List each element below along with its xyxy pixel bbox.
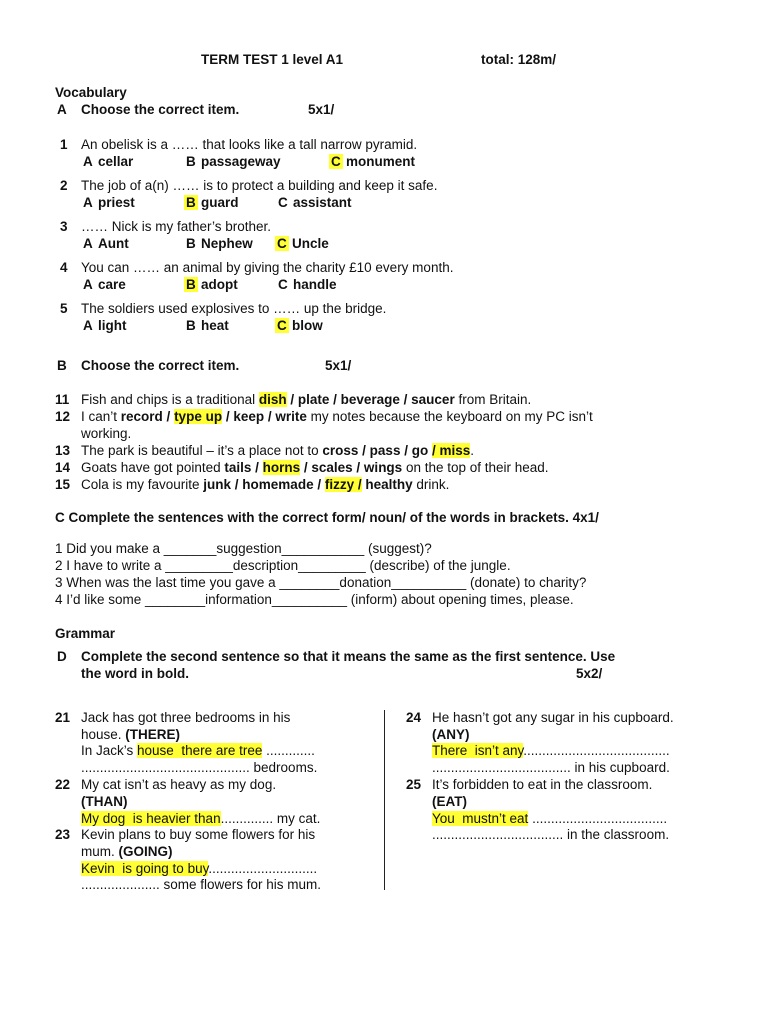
text-segment: drink. (412, 477, 450, 492)
grammar-line (81, 794, 128, 809)
section-c-line: 4 I’d like some ________information__________ (inform) about opening times, please. (55, 592, 574, 607)
question-number: 1 (60, 137, 68, 152)
option-word: priest (98, 195, 135, 210)
text-segment: working. (81, 426, 132, 441)
text-segment: ............................................. bedrooms. (81, 760, 318, 775)
grammar-line (81, 777, 276, 792)
option-word: assistant (293, 195, 352, 210)
grammar-line (81, 743, 315, 758)
section-c-line: 2 I have to write a _________description_________ (describe) of the jungle. (55, 558, 511, 573)
highlighted-answer: house there are tree (137, 743, 263, 758)
test-title: TERM TEST 1 level A1 (201, 52, 344, 67)
option-letter: B (186, 277, 196, 292)
grammar-line (81, 727, 180, 742)
text-segment: healthy (361, 477, 413, 492)
highlighted-answer: Kevin is going to buy (81, 861, 209, 876)
option-letter: A (83, 154, 93, 169)
option-letter: C (277, 318, 287, 333)
option-letter: B (186, 154, 196, 169)
option-letter: B (186, 195, 196, 210)
text-segment: I can’t (81, 409, 121, 424)
section-a-letter: A (57, 102, 67, 117)
section-d-letter: D (57, 649, 67, 664)
text-segment: / plate / beverage / saucer (286, 392, 455, 407)
grammar-question-number: 24 (406, 710, 422, 725)
option-letter: A (83, 318, 93, 333)
text-segment: mum. (81, 844, 119, 859)
text-segment: He hasn’t got any sugar in his cupboard. (432, 710, 674, 725)
text-segment: Goats have got pointed (81, 460, 225, 475)
grammar-line (81, 827, 315, 842)
grammar-line (81, 710, 290, 725)
question-text: The job of a(n) …… is to protect a building and keep it safe. (81, 178, 438, 193)
option-word: cellar (98, 154, 134, 169)
item-sentence (81, 392, 531, 407)
section-d-marks: 5x2/ (576, 666, 603, 681)
column-divider (384, 710, 385, 890)
grammar-line (432, 794, 467, 809)
item-number: 13 (55, 443, 71, 458)
item-sentence (81, 426, 131, 441)
question-text: …… Nick is my father’s brother. (81, 219, 272, 234)
highlighted-answer: dish (258, 392, 287, 407)
grammar-question-number: 22 (55, 777, 71, 792)
question-text: An obelisk is a …… that looks like a tall narrow pyramid. (81, 137, 418, 152)
option-word: blow (292, 318, 323, 333)
text-segment: Kevin plans to buy some flowers for his (81, 827, 316, 842)
grammar-line (432, 760, 670, 775)
text-segment: ..................... some flowers for his mum. (81, 877, 322, 892)
text-segment: my notes because the keyboard on my PC isn’t (306, 409, 593, 424)
text-segment: Jack has got three bedrooms in his (81, 710, 291, 725)
section-b-instruction: Choose the correct item. (81, 358, 240, 373)
text-segment: junk / homemade / (203, 477, 325, 492)
text-segment: (GOING) (118, 844, 173, 859)
highlighted-answer: You mustn’t eat (432, 811, 529, 826)
text-segment: (THAN) (81, 794, 128, 809)
grammar-line (81, 877, 321, 892)
option-word: monument (346, 154, 415, 169)
section-c-line: 1 Did you make a _______suggestion___________ (suggest)? (55, 541, 432, 556)
item-sentence (81, 460, 549, 475)
option-letter: B (186, 318, 196, 333)
section-d-instruction-line1: Complete the second sentence so that it means the same as the first sentence. Use (81, 649, 616, 664)
text-segment: record / (120, 409, 175, 424)
text-segment: My cat isn’t as heavy as my dog. (81, 777, 277, 792)
option-letter: A (83, 236, 93, 251)
text-segment: ................................... in the classroom. (432, 827, 670, 842)
option-word: Aunt (98, 236, 129, 251)
text-segment: ..................................... in his cupboard. (432, 760, 670, 775)
highlighted-answer: horns (262, 460, 301, 475)
text-segment: It’s forbidden to eat in the classroom. (432, 777, 653, 792)
highlighted-answer: There isn’t any (432, 743, 524, 758)
text-segment: .................................... (528, 811, 668, 826)
option-letter: C (278, 277, 288, 292)
grammar-heading: Grammar (55, 626, 116, 641)
text-segment: (ANY) (432, 727, 470, 742)
item-sentence (81, 409, 593, 424)
option-word: heat (201, 318, 229, 333)
highlighted-answer: type up (174, 409, 223, 424)
item-sentence (81, 477, 449, 492)
text-segment: cross / pass / go (322, 443, 432, 458)
grammar-question-number: 25 (406, 777, 422, 792)
option-letter: C (278, 195, 288, 210)
text-segment: ....................................... (523, 743, 670, 758)
text-segment: house. (81, 727, 126, 742)
text-segment: Fish and chips is a traditional (81, 392, 259, 407)
option-letter: A (83, 277, 93, 292)
option-word: Nephew (201, 236, 253, 251)
text-segment: . (470, 443, 474, 458)
text-segment: (EAT) (432, 794, 467, 809)
item-number: 11 (55, 392, 70, 407)
grammar-line (81, 760, 317, 775)
option-word: passageway (201, 154, 281, 169)
grammar-line (432, 827, 669, 842)
section-b-marks: 5x1/ (325, 358, 352, 373)
item-number: 14 (55, 460, 71, 475)
grammar-line (432, 777, 652, 792)
text-segment: ............................. (208, 861, 318, 876)
text-segment: Cola is my favourite (81, 477, 204, 492)
question-text: You can …… an animal by giving the charity £10 every month. (81, 260, 454, 275)
total-marks: total: 128m/ (481, 52, 557, 67)
grammar-line (432, 710, 674, 725)
question-text: The soldiers used explosives to …… up the bridge. (81, 301, 387, 316)
question-number: 2 (60, 178, 68, 193)
grammar-line (81, 811, 320, 826)
section-a-instruction: Choose the correct item. (81, 102, 240, 117)
text-segment: ............. (262, 743, 315, 758)
grammar-line (432, 743, 670, 758)
grammar-line (432, 727, 470, 742)
text-segment: from Britain. (454, 392, 532, 407)
grammar-line (81, 861, 317, 876)
text-segment: The park is beautiful – it’s a place not to (81, 443, 323, 458)
section-c-instruction: C Complete the sentences with the correct form/ noun/ of the words in brackets. 4x1/ (55, 510, 599, 525)
item-sentence (81, 443, 474, 458)
option-word: handle (293, 277, 337, 292)
highlighted-answer: My dog is heavier than (81, 811, 221, 826)
option-word: Uncle (292, 236, 329, 251)
text-segment: on the top of their head. (402, 460, 549, 475)
section-d-instruction-line2: the word in bold. (81, 666, 189, 681)
section-a-marks: 5x1/ (308, 102, 335, 117)
option-word: guard (201, 195, 239, 210)
highlighted-answer: fizzy / (324, 477, 362, 492)
option-letter: C (277, 236, 287, 251)
option-letter: A (83, 195, 93, 210)
text-segment: / keep / write (222, 409, 307, 424)
option-word: adopt (201, 277, 238, 292)
text-segment: .............. my cat. (220, 811, 321, 826)
item-number: 12 (55, 409, 71, 424)
grammar-line (81, 844, 173, 859)
text-segment: In Jack’s (81, 743, 138, 758)
question-number: 5 (60, 301, 68, 316)
grammar-question-number: 23 (55, 827, 71, 842)
grammar-line (432, 811, 667, 826)
option-letter: B (186, 236, 196, 251)
option-letter: C (331, 154, 341, 169)
question-number: 4 (60, 260, 68, 275)
grammar-question-number: 21 (55, 710, 71, 725)
question-number: 3 (60, 219, 68, 234)
highlighted-answer: / miss (431, 443, 471, 458)
text-segment: (THERE) (125, 727, 181, 742)
option-word: light (98, 318, 127, 333)
option-word: care (98, 277, 126, 292)
vocabulary-heading: Vocabulary (55, 85, 127, 100)
section-b-letter: B (57, 358, 67, 373)
text-segment: tails / (224, 460, 263, 475)
text-segment: / scales / wings (300, 460, 403, 475)
item-number: 15 (55, 477, 71, 492)
section-c-line: 3 When was the last time you gave a ________donation__________ (donate) to charity? (55, 575, 587, 590)
